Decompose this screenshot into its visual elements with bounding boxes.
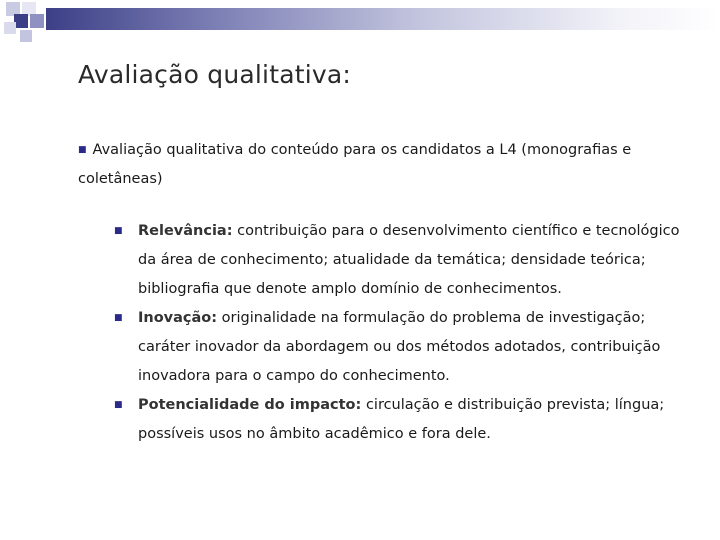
criteria-item-relevancia [112,217,692,304]
intro-text: Avaliação qualitativa do conteúdo para os candidatos a L4 (monografias e coletâneas) [78,142,632,187]
decorative-square [30,14,44,28]
criteria-term: Potencialidade do impacto: [138,397,362,413]
decorative-square [20,30,32,42]
criteria-text: originalidade na formulação do problema de investigação; caráter inovador da abordagem ou dos métodos adotados, contribuição inovadora para o campo do conhecimento. [138,310,661,384]
square-bullet-icon: ■ [78,145,87,155]
criteria-text: circulação e distribuição prevista; língua; possíveis usos no âmbito acadêmico e fora dele. [138,397,665,442]
criteria-item-impacto [112,391,692,449]
criteria-text: contribuição para o desenvolvimento científico e tecnológico da área de conhecimento; atualidade da temática; densidade teórica; bibliografia que denote amplo domínio de conhecimentos. [138,223,680,297]
title-gradient-bar [46,8,720,30]
criteria-list [112,217,692,449]
decorative-square [14,14,28,28]
square-bullet-icon: ■ [114,313,123,323]
slide-title: Avaliação qualitativa: [78,60,352,89]
criteria-item-inovacao [112,304,692,391]
square-bullet-icon: ■ [114,400,123,410]
header-decoration [0,0,720,50]
decorative-square [4,22,16,34]
intro-paragraph [78,136,678,194]
criteria-term: Relevância: [138,223,233,239]
criteria-term: Inovação: [138,310,218,326]
square-bullet-icon: ■ [114,226,123,236]
